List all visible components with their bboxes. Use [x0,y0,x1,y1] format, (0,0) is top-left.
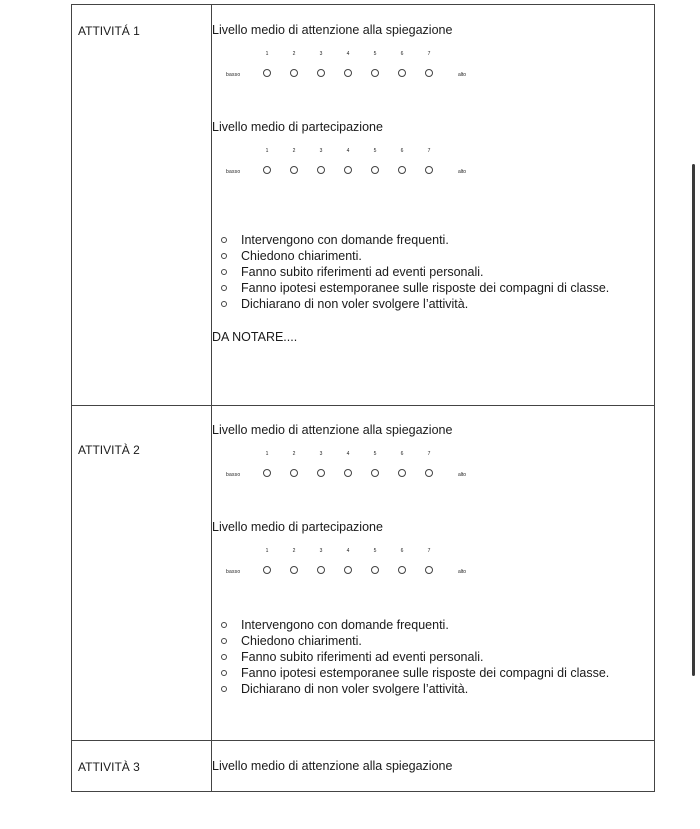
scale-radio-2[interactable] [290,166,298,174]
scale-radio-3[interactable] [317,166,325,174]
activity-label: ATTIVITÀ 2 [78,443,140,457]
scale-high-label: alto [458,472,467,478]
scale-low-label: basso [226,169,241,175]
scale-radio-4[interactable] [344,166,352,174]
scale-radio-1[interactable] [263,166,271,174]
scale-number: 5 [373,451,377,457]
scale-radio-7[interactable] [425,166,433,174]
bullet-circle-icon [221,285,227,291]
activity-label-cell [72,406,212,741]
list-item: Dichiarano di non voler svolgere l’attività. [212,681,654,697]
scale-radio-3[interactable] [317,69,325,77]
scale-radio-5[interactable] [371,566,379,574]
scale-number: 2 [292,148,296,154]
scale-number: 1 [265,51,269,57]
activity-label-cell [72,5,212,406]
scale-high-label: alto [458,169,467,175]
activity-content-cell [212,406,655,741]
scale-number: 4 [346,148,350,154]
list-item: Chiedono chiarimenti. [212,633,654,649]
bullet-circle-icon [221,686,227,692]
scale-number: 2 [292,51,296,57]
scale-number: 1 [265,148,269,154]
scale-low-label: basso [226,569,241,575]
scale-high-label: alto [458,72,467,78]
bullet-circle-icon [221,253,227,259]
scale-number: 2 [292,451,296,457]
scale-radio-4[interactable] [344,566,352,574]
scale-number: 3 [319,148,323,154]
scale-radio-3[interactable] [317,566,325,574]
scale-radio-4[interactable] [344,469,352,477]
list-item: Fanno subito riferimenti ad eventi personali. [212,649,654,665]
question-attention: Livello medio di attenzione alla spiegazione [212,759,453,773]
behavior-list [212,232,654,312]
bullet-circle-icon [221,269,227,275]
scale-number: 7 [427,148,431,154]
scale-low-label: basso [226,472,241,478]
list-item: Fanno ipotesi estemporanee sulle risposte dei compagni di classe. [212,665,654,681]
participation-scale [212,535,654,595]
list-item: Fanno subito riferimenti ad eventi personali. [212,264,654,280]
scale-number: 7 [427,451,431,457]
scale-radio-6[interactable] [398,166,406,174]
behavior-list [212,617,654,697]
scale-number: 1 [265,451,269,457]
bullet-circle-icon [221,301,227,307]
activity-row-3 [72,741,655,792]
scale-radio-3[interactable] [317,469,325,477]
scale-number: 4 [346,451,350,457]
scale-number: 6 [400,548,404,554]
scale-number: 4 [346,51,350,57]
list-item: Intervengono con domande frequenti. [212,617,654,633]
scale-radio-7[interactable] [425,566,433,574]
activity-label: ATTIVITÁ 1 [78,24,140,38]
scale-low-label: basso [226,72,241,78]
scale-high-label: alto [458,569,467,575]
question-participation: Livello medio di partecipazione [212,120,383,134]
scale-radio-1[interactable] [263,566,271,574]
list-item: Fanno ipotesi estemporanee sulle risposte dei compagni di classe. [212,280,654,296]
bullet-circle-icon [221,654,227,660]
scrollbar[interactable] [692,164,695,676]
activity-row-2 [72,406,655,741]
scale-radio-2[interactable] [290,566,298,574]
scale-number: 6 [400,451,404,457]
bullet-circle-icon [221,638,227,644]
activity-label: ATTIVITÀ 3 [78,760,140,774]
scale-number: 5 [373,148,377,154]
scale-radio-4[interactable] [344,69,352,77]
list-item: Dichiarano di non voler svolgere l’attività. [212,296,654,312]
scale-radio-5[interactable] [371,166,379,174]
bullet-circle-icon [221,622,227,628]
scale-radio-1[interactable] [263,469,271,477]
participation-scale [212,135,654,195]
scale-number: 7 [427,548,431,554]
scale-number: 7 [427,51,431,57]
activity-row-1 [72,5,655,406]
attention-scale [212,438,654,498]
scale-number: 6 [400,51,404,57]
question-attention: Livello medio di attenzione alla spiegazione [212,423,453,437]
scale-radio-6[interactable] [398,69,406,77]
question-participation: Livello medio di partecipazione [212,520,383,534]
activity-label-cell [72,741,212,792]
activity-content-cell [212,5,655,406]
scale-number: 4 [346,548,350,554]
scale-radio-2[interactable] [290,69,298,77]
attention-scale [212,38,654,98]
scale-number: 3 [319,548,323,554]
note-text: DA NOTARE.... [212,330,298,344]
list-item: Chiedono chiarimenti. [212,248,654,264]
scale-number: 1 [265,548,269,554]
scale-radio-5[interactable] [371,469,379,477]
scale-number: 3 [319,51,323,57]
scale-number: 6 [400,148,404,154]
bullet-circle-icon [221,670,227,676]
question-attention: Livello medio di attenzione alla spiegazione [212,23,453,37]
bullet-circle-icon [221,237,227,243]
list-item: Intervengono con domande frequenti. [212,232,654,248]
scale-radio-7[interactable] [425,69,433,77]
evaluation-table [71,4,655,792]
scale-number: 2 [292,548,296,554]
scale-number: 5 [373,51,377,57]
scale-radio-6[interactable] [398,566,406,574]
scale-radio-6[interactable] [398,469,406,477]
scale-radio-7[interactable] [425,469,433,477]
activity-content-cell [212,741,655,792]
scale-number: 5 [373,548,377,554]
scale-number: 3 [319,451,323,457]
scale-radio-2[interactable] [290,469,298,477]
scale-radio-5[interactable] [371,69,379,77]
scale-radio-1[interactable] [263,69,271,77]
